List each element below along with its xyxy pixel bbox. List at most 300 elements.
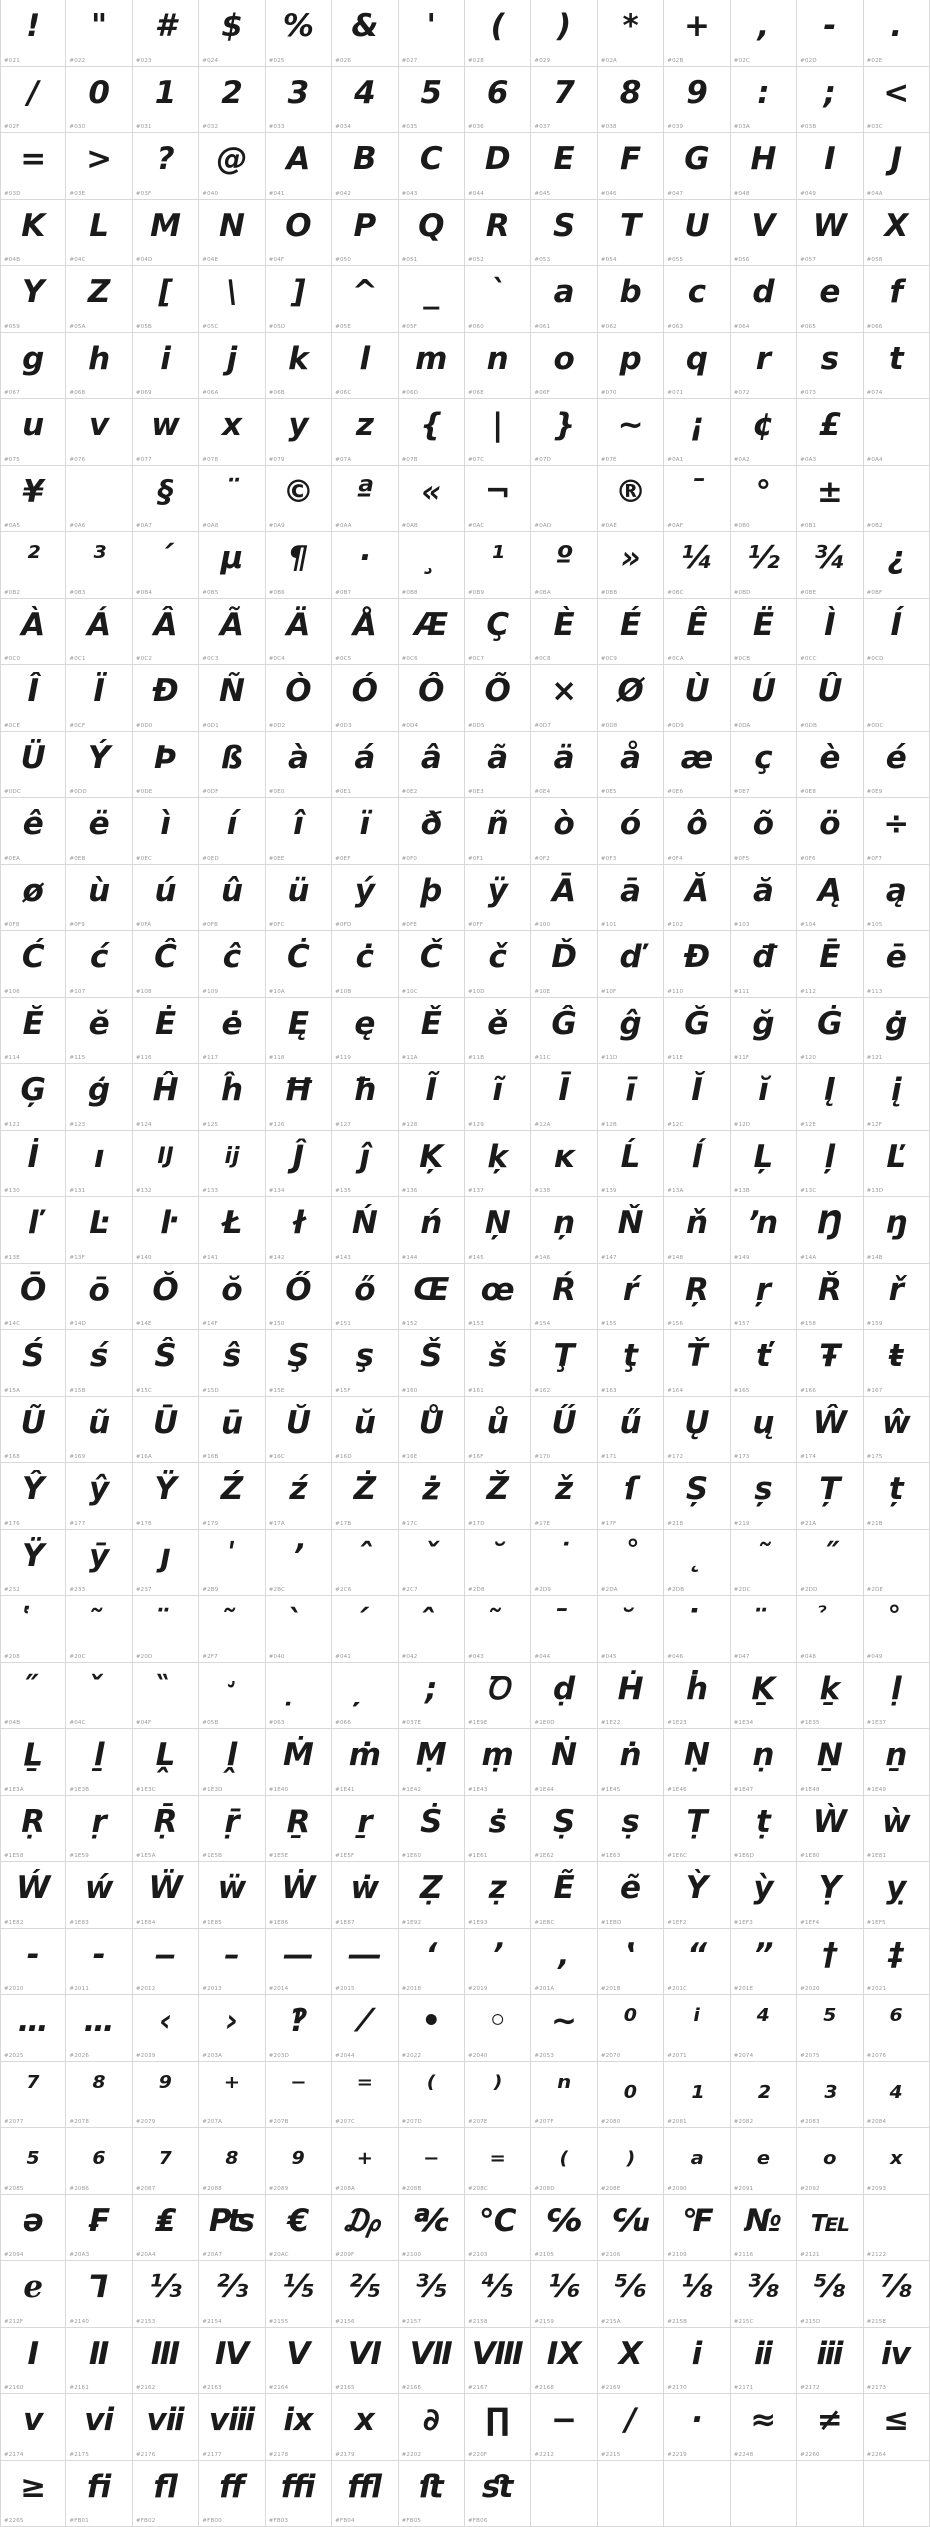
glyph-cell[interactable] — [133, 1264, 199, 1331]
glyph-cell[interactable] — [133, 1064, 199, 1131]
glyph-cell[interactable] — [0, 333, 66, 400]
glyph-cell[interactable] — [66, 133, 132, 200]
glyph-cell[interactable] — [531, 2261, 597, 2328]
glyph-cell[interactable] — [0, 2261, 66, 2328]
glyph-cell[interactable] — [399, 2461, 465, 2527]
glyph-cell[interactable] — [199, 2195, 265, 2262]
glyph-cell[interactable] — [399, 1131, 465, 1198]
glyph-cell[interactable] — [133, 133, 199, 200]
glyph-cell[interactable] — [664, 1397, 730, 1464]
glyph-cell[interactable] — [864, 1663, 930, 1730]
glyph-cell[interactable] — [797, 67, 863, 134]
glyph-cell[interactable] — [0, 1530, 66, 1597]
glyph-cell[interactable] — [266, 1663, 332, 1730]
glyph-cell[interactable] — [797, 200, 863, 267]
glyph-cell[interactable] — [664, 0, 730, 67]
glyph-cell[interactable] — [731, 266, 797, 333]
glyph-cell[interactable] — [664, 1663, 730, 1730]
glyph-cell[interactable] — [531, 1330, 597, 1397]
glyph-cell[interactable] — [531, 0, 597, 67]
glyph-cell[interactable] — [399, 1397, 465, 1464]
glyph-cell[interactable] — [399, 466, 465, 533]
glyph-cell[interactable] — [531, 333, 597, 400]
glyph-cell[interactable] — [66, 1463, 132, 1530]
glyph-cell[interactable] — [66, 466, 132, 533]
glyph-cell[interactable] — [0, 1862, 66, 1929]
glyph-cell[interactable] — [864, 133, 930, 200]
glyph-cell[interactable] — [465, 732, 531, 799]
glyph-cell[interactable] — [731, 1862, 797, 1929]
glyph-cell[interactable] — [465, 1397, 531, 1464]
glyph-cell[interactable] — [531, 798, 597, 865]
glyph-cell[interactable] — [465, 865, 531, 932]
glyph-cell[interactable] — [864, 2394, 930, 2461]
glyph-cell[interactable] — [332, 1064, 398, 1131]
glyph-cell[interactable] — [399, 399, 465, 466]
glyph-cell[interactable] — [731, 200, 797, 267]
glyph-cell[interactable] — [332, 1397, 398, 1464]
glyph-cell[interactable] — [465, 0, 531, 67]
glyph-cell[interactable] — [864, 0, 930, 67]
glyph-cell[interactable] — [66, 0, 132, 67]
glyph-cell[interactable] — [531, 1729, 597, 1796]
glyph-cell[interactable] — [199, 0, 265, 67]
glyph-cell[interactable] — [66, 1796, 132, 1863]
glyph-cell[interactable] — [664, 2062, 730, 2129]
glyph-cell[interactable] — [531, 1131, 597, 1198]
glyph-cell[interactable] — [0, 865, 66, 932]
glyph-cell[interactable] — [664, 732, 730, 799]
glyph-cell[interactable] — [199, 1064, 265, 1131]
glyph-cell[interactable] — [531, 67, 597, 134]
glyph-cell[interactable] — [266, 200, 332, 267]
glyph-cell[interactable] — [797, 1862, 863, 1929]
glyph-cell[interactable] — [731, 1596, 797, 1663]
glyph-cell[interactable] — [133, 1596, 199, 1663]
glyph-cell[interactable] — [266, 266, 332, 333]
glyph-cell[interactable] — [133, 2062, 199, 2129]
glyph-cell[interactable] — [531, 1530, 597, 1597]
glyph-cell[interactable] — [598, 399, 664, 466]
glyph-cell[interactable] — [199, 1197, 265, 1264]
glyph-cell[interactable] — [0, 1729, 66, 1796]
glyph-cell[interactable] — [797, 333, 863, 400]
glyph-cell[interactable] — [465, 532, 531, 599]
glyph-cell[interactable] — [0, 2128, 66, 2195]
glyph-cell[interactable] — [531, 399, 597, 466]
glyph-cell[interactable] — [465, 200, 531, 267]
glyph-cell[interactable] — [731, 1064, 797, 1131]
glyph-cell[interactable] — [598, 2461, 664, 2527]
glyph-cell[interactable] — [731, 399, 797, 466]
glyph-cell[interactable] — [797, 1463, 863, 1530]
glyph-cell[interactable] — [332, 1663, 398, 1730]
glyph-cell[interactable] — [598, 333, 664, 400]
glyph-cell[interactable] — [133, 931, 199, 998]
glyph-cell[interactable] — [399, 1663, 465, 1730]
glyph-cell[interactable] — [199, 599, 265, 666]
glyph-cell[interactable] — [797, 1330, 863, 1397]
glyph-cell[interactable] — [864, 599, 930, 666]
glyph-cell[interactable] — [199, 1929, 265, 1996]
glyph-cell[interactable] — [598, 466, 664, 533]
glyph-cell[interactable] — [598, 1264, 664, 1331]
glyph-cell[interactable] — [133, 2328, 199, 2395]
glyph-cell[interactable] — [199, 2261, 265, 2328]
glyph-cell[interactable] — [531, 1064, 597, 1131]
glyph-cell[interactable] — [864, 2261, 930, 2328]
glyph-cell[interactable] — [266, 67, 332, 134]
glyph-cell[interactable] — [664, 1796, 730, 1863]
glyph-cell[interactable] — [531, 998, 597, 1065]
glyph-cell[interactable] — [199, 266, 265, 333]
glyph-cell[interactable] — [731, 2128, 797, 2195]
glyph-cell[interactable] — [664, 1463, 730, 1530]
glyph-cell[interactable] — [66, 1729, 132, 1796]
glyph-cell[interactable] — [66, 2128, 132, 2195]
glyph-cell[interactable] — [266, 931, 332, 998]
glyph-cell[interactable] — [0, 1929, 66, 1996]
glyph-cell[interactable] — [864, 67, 930, 134]
glyph-cell[interactable] — [465, 1131, 531, 1198]
glyph-cell[interactable] — [531, 931, 597, 998]
glyph-cell[interactable] — [332, 1530, 398, 1597]
glyph-cell[interactable] — [864, 2328, 930, 2395]
glyph-cell[interactable] — [531, 532, 597, 599]
glyph-cell[interactable] — [332, 732, 398, 799]
glyph-cell[interactable] — [864, 665, 930, 732]
glyph-cell[interactable] — [598, 665, 664, 732]
glyph-cell[interactable] — [465, 67, 531, 134]
glyph-cell[interactable] — [199, 998, 265, 1065]
glyph-cell[interactable] — [266, 2328, 332, 2395]
glyph-cell[interactable] — [731, 1530, 797, 1597]
glyph-cell[interactable] — [731, 998, 797, 1065]
glyph-cell[interactable] — [664, 998, 730, 1065]
glyph-cell[interactable] — [399, 2328, 465, 2395]
glyph-cell[interactable] — [664, 333, 730, 400]
glyph-cell[interactable] — [465, 2261, 531, 2328]
glyph-cell[interactable] — [664, 2195, 730, 2262]
glyph-cell[interactable] — [465, 1530, 531, 1597]
glyph-cell[interactable] — [199, 1131, 265, 1198]
glyph-cell[interactable] — [731, 2328, 797, 2395]
glyph-cell[interactable] — [0, 1397, 66, 1464]
glyph-cell[interactable] — [465, 1463, 531, 1530]
glyph-cell[interactable] — [332, 865, 398, 932]
glyph-cell[interactable] — [531, 2328, 597, 2395]
glyph-cell[interactable] — [664, 931, 730, 998]
glyph-cell[interactable] — [133, 732, 199, 799]
glyph-cell[interactable] — [0, 931, 66, 998]
glyph-cell[interactable] — [465, 466, 531, 533]
glyph-cell[interactable] — [797, 2062, 863, 2129]
glyph-cell[interactable] — [133, 1530, 199, 1597]
glyph-cell[interactable] — [864, 333, 930, 400]
glyph-cell[interactable] — [266, 1064, 332, 1131]
glyph-cell[interactable] — [399, 200, 465, 267]
glyph-cell[interactable] — [399, 2062, 465, 2129]
glyph-cell[interactable] — [399, 266, 465, 333]
glyph-cell[interactable] — [664, 2328, 730, 2395]
glyph-cell[interactable] — [266, 1330, 332, 1397]
glyph-cell[interactable] — [598, 1995, 664, 2062]
glyph-cell[interactable] — [66, 665, 132, 732]
glyph-cell[interactable] — [531, 2128, 597, 2195]
glyph-cell[interactable] — [731, 665, 797, 732]
glyph-cell[interactable] — [465, 2062, 531, 2129]
glyph-cell[interactable] — [66, 1264, 132, 1331]
glyph-cell[interactable] — [465, 2394, 531, 2461]
glyph-cell[interactable] — [531, 1596, 597, 1663]
glyph-cell[interactable] — [66, 1929, 132, 1996]
glyph-cell[interactable] — [332, 200, 398, 267]
glyph-cell[interactable] — [332, 2195, 398, 2262]
glyph-cell[interactable] — [731, 466, 797, 533]
glyph-cell[interactable] — [399, 1995, 465, 2062]
glyph-cell[interactable] — [797, 1663, 863, 1730]
glyph-cell[interactable] — [0, 1330, 66, 1397]
glyph-cell[interactable] — [0, 399, 66, 466]
glyph-cell[interactable] — [0, 0, 66, 67]
glyph-cell[interactable] — [399, 1463, 465, 1530]
glyph-cell[interactable] — [731, 1463, 797, 1530]
glyph-cell[interactable] — [133, 2261, 199, 2328]
glyph-cell[interactable] — [731, 1197, 797, 1264]
glyph-cell[interactable] — [266, 1197, 332, 1264]
glyph-cell[interactable] — [0, 1995, 66, 2062]
glyph-cell[interactable] — [332, 665, 398, 732]
glyph-cell[interactable] — [465, 266, 531, 333]
glyph-cell[interactable] — [797, 1796, 863, 1863]
glyph-cell[interactable] — [864, 266, 930, 333]
glyph-cell[interactable] — [598, 998, 664, 1065]
glyph-cell[interactable] — [465, 599, 531, 666]
glyph-cell[interactable] — [199, 133, 265, 200]
glyph-cell[interactable] — [133, 1796, 199, 1863]
glyph-cell[interactable] — [199, 2062, 265, 2129]
glyph-cell[interactable] — [66, 2062, 132, 2129]
glyph-cell[interactable] — [199, 1596, 265, 1663]
glyph-cell[interactable] — [664, 1929, 730, 1996]
glyph-cell[interactable] — [731, 2261, 797, 2328]
glyph-cell[interactable] — [864, 2062, 930, 2129]
glyph-cell[interactable] — [66, 2328, 132, 2395]
glyph-cell[interactable] — [199, 2461, 265, 2527]
glyph-cell[interactable] — [199, 1729, 265, 1796]
glyph-cell[interactable] — [664, 1995, 730, 2062]
glyph-cell[interactable] — [266, 1131, 332, 1198]
glyph-cell[interactable] — [731, 599, 797, 666]
glyph-cell[interactable] — [531, 266, 597, 333]
glyph-cell[interactable] — [66, 1862, 132, 1929]
glyph-cell[interactable] — [266, 2261, 332, 2328]
glyph-cell[interactable] — [664, 399, 730, 466]
glyph-cell[interactable] — [531, 1197, 597, 1264]
glyph-cell[interactable] — [266, 0, 332, 67]
glyph-cell[interactable] — [133, 599, 199, 666]
glyph-cell[interactable] — [465, 1330, 531, 1397]
glyph-cell[interactable] — [133, 1862, 199, 1929]
glyph-cell[interactable] — [664, 1596, 730, 1663]
glyph-cell[interactable] — [66, 266, 132, 333]
glyph-cell[interactable] — [133, 865, 199, 932]
glyph-cell[interactable] — [399, 1264, 465, 1331]
glyph-cell[interactable] — [266, 1929, 332, 1996]
glyph-cell[interactable] — [399, 2394, 465, 2461]
glyph-cell[interactable] — [731, 865, 797, 932]
glyph-cell[interactable] — [731, 1330, 797, 1397]
glyph-cell[interactable] — [66, 2461, 132, 2527]
glyph-cell[interactable] — [399, 1729, 465, 1796]
glyph-cell[interactable] — [399, 1064, 465, 1131]
glyph-cell[interactable] — [797, 2328, 863, 2395]
glyph-cell[interactable] — [133, 798, 199, 865]
glyph-cell[interactable] — [133, 2461, 199, 2527]
glyph-cell[interactable] — [598, 532, 664, 599]
glyph-cell[interactable] — [531, 1929, 597, 1996]
glyph-cell[interactable] — [864, 1064, 930, 1131]
glyph-cell[interactable] — [133, 1197, 199, 1264]
glyph-cell[interactable] — [598, 2062, 664, 2129]
glyph-cell[interactable] — [266, 1397, 332, 1464]
glyph-cell[interactable] — [797, 665, 863, 732]
glyph-cell[interactable] — [797, 1131, 863, 1198]
glyph-cell[interactable] — [266, 2195, 332, 2262]
glyph-cell[interactable] — [266, 1995, 332, 2062]
glyph-cell[interactable] — [332, 333, 398, 400]
glyph-cell[interactable] — [598, 1596, 664, 1663]
glyph-cell[interactable] — [531, 1862, 597, 1929]
glyph-cell[interactable] — [864, 998, 930, 1065]
glyph-cell[interactable] — [797, 0, 863, 67]
glyph-cell[interactable] — [266, 1596, 332, 1663]
glyph-cell[interactable] — [332, 1197, 398, 1264]
glyph-cell[interactable] — [797, 1064, 863, 1131]
glyph-cell[interactable] — [864, 1796, 930, 1863]
glyph-cell[interactable] — [864, 931, 930, 998]
glyph-cell[interactable] — [531, 1397, 597, 1464]
glyph-cell[interactable] — [0, 1197, 66, 1264]
glyph-cell[interactable] — [864, 1862, 930, 1929]
glyph-cell[interactable] — [797, 1729, 863, 1796]
glyph-cell[interactable] — [332, 1796, 398, 1863]
glyph-cell[interactable] — [731, 1663, 797, 1730]
glyph-cell[interactable] — [199, 1663, 265, 1730]
glyph-cell[interactable] — [399, 1929, 465, 1996]
glyph-cell[interactable] — [531, 2062, 597, 2129]
glyph-cell[interactable] — [332, 2394, 398, 2461]
glyph-cell[interactable] — [266, 865, 332, 932]
glyph-cell[interactable] — [266, 2461, 332, 2527]
glyph-cell[interactable] — [133, 1663, 199, 1730]
glyph-cell[interactable] — [66, 333, 132, 400]
glyph-cell[interactable] — [864, 2461, 930, 2527]
glyph-cell[interactable] — [266, 998, 332, 1065]
glyph-cell[interactable] — [332, 998, 398, 1065]
glyph-cell[interactable] — [664, 1064, 730, 1131]
glyph-cell[interactable] — [864, 2195, 930, 2262]
glyph-cell[interactable] — [332, 266, 398, 333]
glyph-cell[interactable] — [465, 1264, 531, 1331]
glyph-cell[interactable] — [0, 466, 66, 533]
glyph-cell[interactable] — [664, 1862, 730, 1929]
glyph-cell[interactable] — [332, 0, 398, 67]
glyph-cell[interactable] — [731, 1995, 797, 2062]
glyph-cell[interactable] — [66, 599, 132, 666]
glyph-cell[interactable] — [66, 399, 132, 466]
glyph-cell[interactable] — [797, 798, 863, 865]
glyph-cell[interactable] — [399, 532, 465, 599]
glyph-cell[interactable] — [664, 466, 730, 533]
glyph-cell[interactable] — [465, 2461, 531, 2527]
glyph-cell[interactable] — [598, 1663, 664, 1730]
glyph-cell[interactable] — [332, 466, 398, 533]
glyph-cell[interactable] — [864, 1463, 930, 1530]
glyph-cell[interactable] — [598, 2261, 664, 2328]
glyph-cell[interactable] — [598, 732, 664, 799]
glyph-cell[interactable] — [0, 2328, 66, 2395]
glyph-cell[interactable] — [664, 599, 730, 666]
glyph-cell[interactable] — [465, 798, 531, 865]
glyph-cell[interactable] — [399, 2261, 465, 2328]
glyph-cell[interactable] — [864, 1131, 930, 1198]
glyph-cell[interactable] — [797, 2394, 863, 2461]
glyph-cell[interactable] — [199, 466, 265, 533]
glyph-cell[interactable] — [531, 1463, 597, 1530]
glyph-cell[interactable] — [332, 2461, 398, 2527]
glyph-cell[interactable] — [598, 0, 664, 67]
glyph-cell[interactable] — [864, 1397, 930, 1464]
glyph-cell[interactable] — [332, 2062, 398, 2129]
glyph-cell[interactable] — [399, 1530, 465, 1597]
glyph-cell[interactable] — [598, 1131, 664, 1198]
glyph-cell[interactable] — [266, 2062, 332, 2129]
glyph-cell[interactable] — [465, 931, 531, 998]
glyph-cell[interactable] — [797, 1397, 863, 1464]
glyph-cell[interactable] — [0, 1463, 66, 1530]
glyph-cell[interactable] — [133, 0, 199, 67]
glyph-cell[interactable] — [133, 532, 199, 599]
glyph-cell[interactable] — [332, 2328, 398, 2395]
glyph-cell[interactable] — [864, 1197, 930, 1264]
glyph-cell[interactable] — [598, 1197, 664, 1264]
glyph-cell[interactable] — [664, 1197, 730, 1264]
glyph-cell[interactable] — [0, 665, 66, 732]
glyph-cell[interactable] — [0, 2195, 66, 2262]
glyph-cell[interactable] — [465, 1862, 531, 1929]
glyph-cell[interactable] — [864, 1530, 930, 1597]
glyph-cell[interactable] — [664, 2261, 730, 2328]
glyph-cell[interactable] — [731, 1929, 797, 1996]
glyph-cell[interactable] — [199, 1330, 265, 1397]
glyph-cell[interactable] — [199, 333, 265, 400]
glyph-cell[interactable] — [664, 2394, 730, 2461]
glyph-cell[interactable] — [531, 2394, 597, 2461]
glyph-cell[interactable] — [797, 1530, 863, 1597]
glyph-cell[interactable] — [266, 532, 332, 599]
glyph-cell[interactable] — [864, 865, 930, 932]
glyph-cell[interactable] — [465, 2195, 531, 2262]
glyph-cell[interactable] — [199, 1463, 265, 1530]
glyph-cell[interactable] — [399, 798, 465, 865]
glyph-cell[interactable] — [66, 1596, 132, 1663]
glyph-cell[interactable] — [199, 2128, 265, 2195]
glyph-cell[interactable] — [66, 200, 132, 267]
glyph-cell[interactable] — [332, 1729, 398, 1796]
glyph-cell[interactable] — [797, 2261, 863, 2328]
glyph-cell[interactable] — [199, 1530, 265, 1597]
